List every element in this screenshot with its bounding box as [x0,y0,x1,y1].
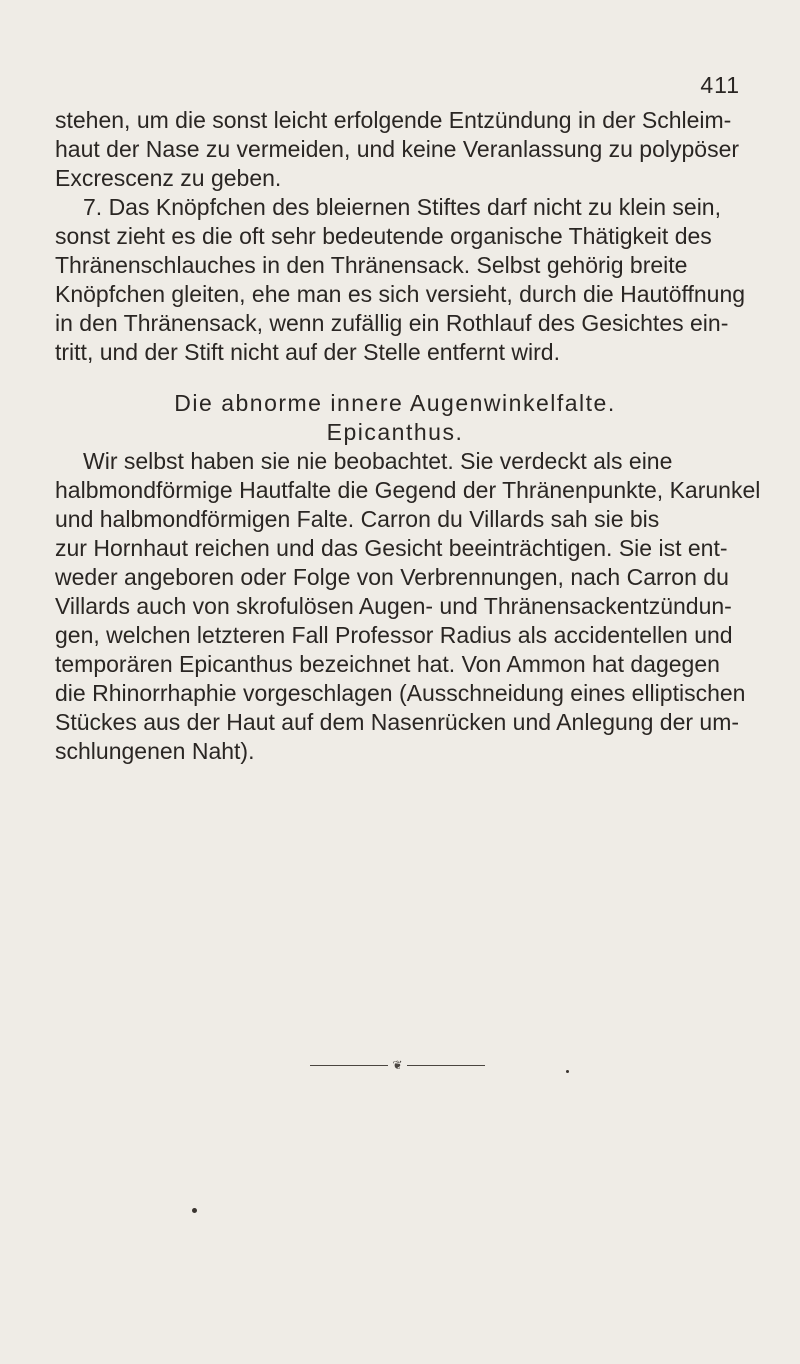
end-ornament [310,1058,485,1072]
heading-title: Die abnorme innere Augenwinkelfalte. [174,390,616,416]
text-line: zur Hornhaut reichen und das Gesicht beeinträchtigen. Sie ist ent- [55,535,728,561]
text-line: halbmondförmige Hautfalte die Gegend der Thränenpunkte, Karunkel [55,477,761,503]
text-line: die Rhinorrhaphie vorgeschlagen (Ausschneidung eines elliptischen [55,680,746,706]
heading-subtitle: Epicanthus. [326,419,464,445]
paragraph-1 [55,106,740,193]
text-line: Wir selbst haben sie nie beobachtet. Sie verdeckt als eine [83,448,673,474]
page-number: 411 [700,72,740,98]
speck-mark [192,1208,197,1213]
text-line: sonst zieht es die oft sehr bedeutende organische Thätigkeit des [55,223,712,249]
text-line: in den Thränensack, wenn zufällig ein Rothlauf des Gesichtes ein- [55,310,729,336]
text-line: stehen, um die sonst leicht erfolgende Entzündung in der Schleim- [55,107,732,133]
paragraph-2 [55,193,746,367]
text-line: und halbmondförmigen Falte. Carron du Villards sah sie bis [55,506,660,532]
ornament-rule-left [310,1065,388,1066]
paragraph-3 [55,447,761,766]
text-line: haut der Nase zu vermeiden, und keine Veranlassung zu polypöser [55,136,740,162]
speck-mark [566,1070,569,1073]
ornament-rule-right [407,1065,485,1066]
body-text [55,106,761,766]
text-line: Stückes aus der Haut auf dem Nasenrücken und Anlegung der um- [55,709,740,735]
text-line: schlungenen Naht). [55,738,255,764]
text-line: gen, welchen letzteren Fall Professor Radius als accidentellen und [55,622,733,648]
text-line: temporären Epicanthus bezeichnet hat. Von Ammon hat dagegen [55,651,720,677]
text-line: Thränenschlauches in den Thränensack. Selbst gehörig breite [55,252,688,278]
text-line: tritt, und der Stift nicht auf der Stelle entfernt wird. [55,339,560,365]
text-line: Excrescenz zu geben. [55,165,282,191]
ornament-icon: ❦ [392,1058,403,1072]
text-line: Villards auch von skrofulösen Augen- und Thränensackentzündun- [55,593,732,619]
section-heading [55,389,735,447]
text-line: weder angeboren oder Folge von Verbrennungen, nach Carron du [55,564,729,590]
text-line: 7. Das Knöpfchen des bleiernen Stiftes darf nicht zu klein sein, [83,194,721,220]
text-line: Knöpfchen gleiten, ehe man es sich versieht, durch die Hautöffnung [55,281,746,307]
